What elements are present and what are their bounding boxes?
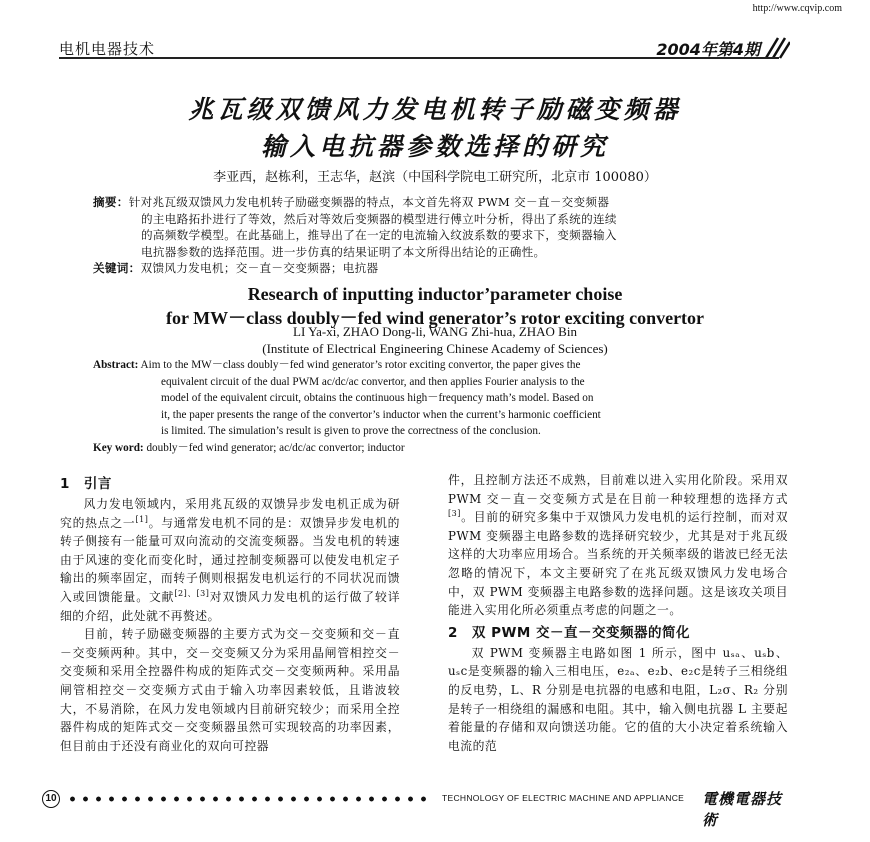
abstract-en-line: it, the paper presents the range of the convertor’s inductor when the current’s harmonic coefficient: [161, 408, 601, 421]
text-run: 对双馈风力发电机的运行做了较详细的介绍，此处就不再赘述。: [60, 589, 400, 623]
abstract-cn-label: 摘要：: [93, 195, 129, 209]
abstract-en-label: Abstract:: [93, 359, 139, 371]
citation[interactable]: [3]: [448, 509, 461, 519]
abstract-en: [93, 357, 783, 457]
page-footer: [42, 790, 783, 829]
source-url[interactable]: http://www.cqvip.com: [752, 3, 842, 14]
paragraph: 双 PWM 变频器主电路如图 1 所示，图中 uₛₐ、uₛb、uₛc是变频器的输入三相电压，e₂ₐ、e₂b、e₂c是转子三相绕组的反电势，L、R 分别是电抗器的电感和电阻，L₂σ、R₂ 分别是转子一相绕组的漏感和电阻。其中，输入侧电抗器 L 主要起着能量的存储和双向馈送功能。它的值的大小决定着系统输入电流的范: [448, 645, 788, 753]
title-line-1: 兆瓦级双馈风力发电机转子励磁变频器: [188, 95, 682, 124]
keywords-cn-label: 关键词：: [93, 261, 141, 275]
page-number: 10: [42, 790, 60, 808]
abstract-cn-line: 的高频数学模型。在此基础上，推导出了在一定的电流输入纹波系数的要求下，变频器输入: [141, 228, 617, 242]
citation[interactable]: [1]: [135, 514, 149, 524]
paragraph: [60, 495, 400, 625]
footer-journal-en: TECHNOLOGY OF ELECTRIC MACHINE AND APPLIANCE: [442, 793, 685, 803]
abstract-cn: [93, 194, 783, 277]
section-2-heading: 2 双 PWM 交－直－交变频器的简化: [448, 624, 691, 641]
abstract-cn-line: 的主电路拓扑进行了等效，然后对等效后变频器的模型进行傅立叶分析，得出了系统的连续: [141, 211, 617, 226]
abstract-en-line: model of the equivalent circuit, obtains the continuous high－frequency math’s model. Based on: [161, 392, 594, 405]
authors-cn: 李亚西，赵栋利，王志华，赵滨（中国科学院电工研究所，北京市 100080）: [213, 170, 657, 185]
keywords-en: doubly－fed wind generator; ac/dc/ac convertor; inductor: [146, 441, 405, 454]
right-column: [448, 471, 788, 755]
dot-rule: [66, 796, 426, 802]
text-run: 件，且控制方法还不成熟，目前难以进入实用化阶段。采用双 PWM 交－直－交变频方式是在目前一种较理想的选择方式: [448, 473, 788, 506]
issue-label: 2004年第4期: [656, 40, 760, 59]
text-run: 。目前的研究多集中于双馈风力发电机的运行控制，而对双 PWM 变频器主电路参数的选择研究较少，尤其是对于兆瓦级这样的大功率应用场合。当系统的开关频率级的谐波已经无法忽略的情况下，本文主要研究了在兆瓦级双馈风力发电场合中，双 PWM 变频器主电路参数的选择问题。这是该攻关项目能进入实用化所必须重点考虑的问题之一。: [448, 510, 788, 618]
paragraph: [448, 471, 788, 620]
left-column: [60, 473, 400, 755]
abstract-cn-line: 针对兆瓦级双馈风力发电机转子励磁变频器的特点，本文首先将双 PWM 交－直－交变频器: [128, 195, 610, 209]
abstract-cn-line: 电抗器参数的选择范围。进一步仿真的结果证明了本文所得出结论的正确性。: [141, 244, 546, 259]
keywords-cn: 双馈风力发电机；交－直－交变频器；电抗器: [140, 261, 379, 275]
footer-journal-cn: 電機電器技術: [702, 790, 783, 829]
journal-name: 电机电器技术: [59, 40, 156, 58]
section-1-heading: 1 引言: [60, 476, 112, 492]
keywords-en-label: Key word:: [93, 441, 144, 454]
paragraph: 目前，转子励磁变频器的主要方式为交－交变频和交－直－交变频两种。其中，交－交变频又分为采用晶闸管相控交－交变频和采用全控器件构成的矩阵式交－交变频两种。采用晶闸管相控交－交变频方式由于输入功率因素较低，且谐波较大，不易消除，在风力发电领域内目前研究较少；而采用全控器件构成的矩阵式交－交变频器虽然可实现较高的功率因素，但目前由于还没有商业化的双向可控器: [60, 627, 400, 753]
header-rule: [59, 57, 779, 59]
english-title-line-1: Research of inputting inductor’parameter choise: [247, 284, 623, 304]
abstract-en-line: Aim to the MW－class doubly－fed wind generator’s rotor exciting convertor, the paper gives the: [140, 359, 581, 371]
english-institution: (Institute of Electrical Engineering Chinese Academy of Sciences): [262, 341, 608, 356]
text-run: 。与通常发电机不同的是：双馈异步发电机的转子侧接有一能量可双向流动的交流变频器。当发电机的转速由于风速的变化而变化时，通过控制变频器可以使发电机定子输出的频率固定，而转子侧则根据发电机运行的不同状况而馈入或回馈能量。文献: [60, 515, 400, 604]
english-authors: LI Ya-xi, ZHAO Dong-li, WANG Zhi-hua, ZHAO Bin: [293, 324, 577, 339]
text-run: 风力发电领域内，采用兆瓦级的双馈异步发电机正成为研究的热点之一: [60, 497, 400, 530]
abstract-en-line: is limited. The simulation’s result is given to prove the correctness of the conclusion.: [161, 425, 541, 438]
abstract-en-line: equivalent circuit of the dual PWM ac/dc/ac convertor, and then applies Fourier analysis to the: [161, 375, 585, 388]
english-title-line-2: for MW－class doubly－fed wind generator’s rotor exciting convertor: [165, 308, 705, 328]
citation[interactable]: [2]、[3]: [174, 589, 210, 599]
title-line-2: 输入电抗器参数选择的研究: [260, 132, 609, 161]
